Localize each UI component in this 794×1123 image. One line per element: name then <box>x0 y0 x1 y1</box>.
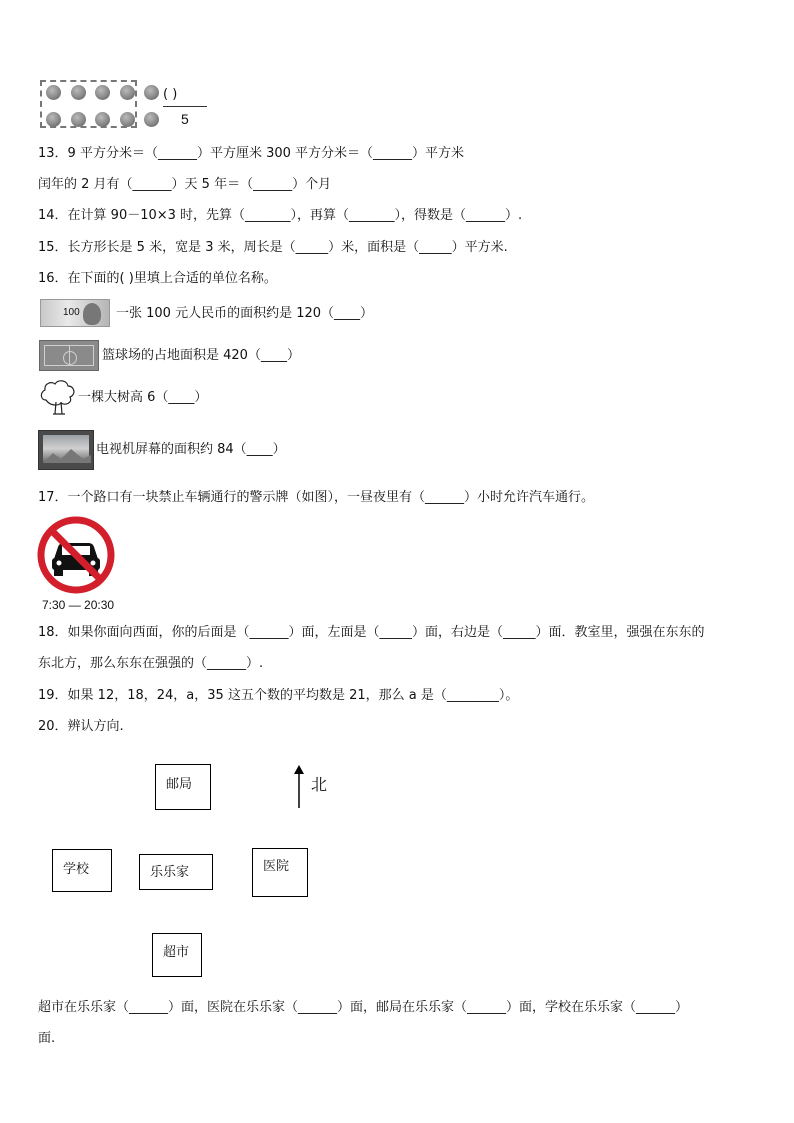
map-home-label: 乐乐家 <box>150 865 190 880</box>
map-home <box>139 854 213 890</box>
q13-line1: 13．9 平方分米＝（______）平方厘米 300 平方分米＝（______）平方米 <box>38 146 465 161</box>
portrait-icon <box>83 303 101 325</box>
q13-line2: 闰年的 2 月有（______）天 5 年＝（______）个月 <box>38 177 332 192</box>
banknote-image <box>40 299 110 327</box>
map-post-office <box>155 764 211 810</box>
no-vehicles-sign-icon <box>36 515 116 595</box>
dot <box>71 85 86 100</box>
dot <box>120 85 135 100</box>
q14-text: 14．在计算 90－10×3 时，先算（_______），再算（_______），得数是（______）. <box>38 208 523 223</box>
q16-item-court: 篮球场的占地面积是 420（____） <box>102 348 300 363</box>
dot <box>46 112 61 127</box>
q20-title: 20．辨认方向. <box>38 719 124 734</box>
dot <box>144 112 159 127</box>
map-school <box>52 849 112 892</box>
tv-image <box>38 430 94 470</box>
q19-text: 19．如果 12，18，24，a，35 这五个数的平均数是 21，那么 a 是（________）。 <box>38 688 519 703</box>
tree-icon <box>38 378 78 416</box>
basketball-court-image <box>39 340 99 371</box>
north-arrow-icon <box>292 764 306 810</box>
dot <box>95 112 110 127</box>
map-hospital-label: 医院 <box>263 859 290 874</box>
dot <box>71 112 86 127</box>
map-post-office-label: 邮局 <box>166 777 193 792</box>
dot <box>144 85 159 100</box>
dot <box>95 85 110 100</box>
fraction-bar <box>163 106 207 107</box>
q18-line1: 18．如果你面向西面，你的后面是（______）面，左面是（_____）面，右边是（_____）面．教室里，强强在东东的 <box>38 625 705 640</box>
dot <box>46 85 61 100</box>
map-hospital <box>252 848 308 897</box>
q16-item-tv: 电视机屏幕的面积约 84（____） <box>96 442 286 457</box>
dot <box>120 112 135 127</box>
map-supermarket-label: 超市 <box>163 945 190 960</box>
q20-answer-line1: 超市在乐乐家（______）面，医院在乐乐家（______）面，邮局在乐乐家（______）面，学校在乐乐家（______） <box>38 1000 689 1015</box>
q16-title: 16．在下面的( )里填上合适的单位名称。 <box>38 271 277 286</box>
q15-text: 15．长方形长是 5 米，宽是 3 米，周长是（_____）米，面积是（_____）平方米. <box>38 240 508 255</box>
q20-answer-line2: 面. <box>38 1031 56 1046</box>
q16-item-tree: 一棵大树高 6（____） <box>78 390 208 405</box>
q18-line2: 东北方，那么东东在强强的（______）. <box>38 656 264 671</box>
map-supermarket <box>152 933 202 977</box>
q17-text: 17．一个路口有一块禁止车辆通行的警示牌（如图），一昼夜里有（______）小时允许汽车通行。 <box>38 490 595 505</box>
sign-time-label: 7:30 — 20:30 <box>42 598 115 612</box>
fraction-denominator: 5 <box>181 111 189 127</box>
fraction-numerator[interactable]: ( ) <box>163 87 178 102</box>
map-school-label: 学校 <box>63 862 90 877</box>
north-label: 北 <box>311 775 328 794</box>
banknote-value: 100 <box>63 307 80 318</box>
q16-item-money: 一张 100 元人民币的面积约是 120（____） <box>116 306 374 321</box>
